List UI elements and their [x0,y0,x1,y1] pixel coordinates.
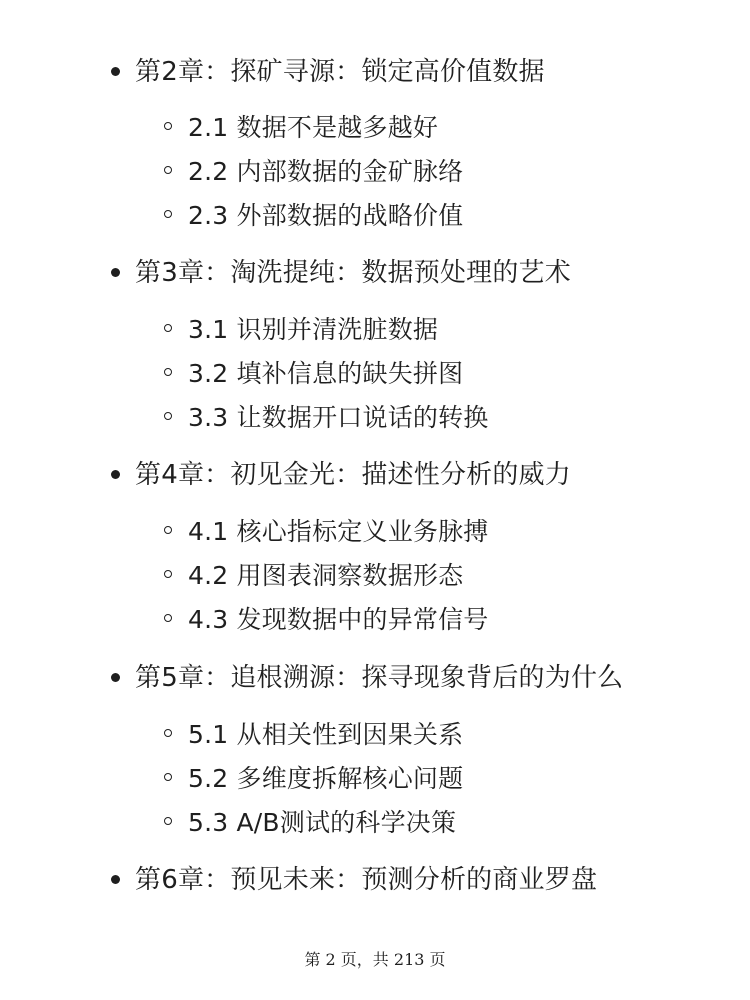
section-item [0,310,750,350]
bullet-dot-icon [111,268,120,277]
section-title: 4.1 核心指标定义业务脉搏 [188,517,489,546]
bullet-circle-icon [164,614,172,622]
bullet-dot-icon [111,67,120,76]
chapter-heading [0,52,750,92]
section-title: 4.2 用图表洞察数据形态 [188,561,464,590]
chapter-heading [0,860,750,900]
bullet-circle-icon [164,122,172,130]
section-title: 5.3 A/B测试的科学决策 [188,808,457,837]
chapter-heading [0,253,750,293]
page-number-footer: 第 2 页，共 213 页 [304,950,446,969]
section-item [0,108,750,148]
section-item [0,354,750,394]
bullet-circle-icon [164,773,172,781]
section-title: 2.2 内部数据的金矿脉络 [188,157,464,186]
chapter-heading [0,658,750,698]
chapter-5 [0,658,750,698]
bullet-circle-icon [164,817,172,825]
chapter-heading [0,455,750,495]
bullet-circle-icon [164,210,172,218]
section-title: 3.1 识别并清洗脏数据 [188,315,439,344]
section-item [0,196,750,236]
chapter-title: 第5章：追根溯源：探寻现象背后的为什么 [135,663,624,693]
section-item [0,803,750,843]
chapter-title: 第4章：初见金光：描述性分析的威力 [135,460,571,490]
bullet-circle-icon [164,166,172,174]
chapter-6 [0,860,750,900]
chapter-3 [0,253,750,293]
section-item [0,398,750,438]
section-title: 3.2 填补信息的缺失拼图 [188,359,464,388]
bullet-circle-icon [164,526,172,534]
section-item [0,512,750,552]
bullet-circle-icon [164,412,172,420]
section-item [0,715,750,755]
chapter-4 [0,455,750,495]
chapter-title: 第6章：预见未来：预测分析的商业罗盘 [135,865,598,895]
section-title: 2.1 数据不是越多越好 [188,113,439,142]
chapter-2 [0,52,750,92]
section-title: 4.3 发现数据中的异常信号 [188,605,489,634]
section-item [0,759,750,799]
chapter-title: 第2章：探矿寻源：锁定高价值数据 [135,57,545,87]
section-title: 2.3 外部数据的战略价值 [188,201,464,230]
bullet-circle-icon [164,570,172,578]
bullet-circle-icon [164,324,172,332]
section-item [0,556,750,596]
chapter-title: 第3章：淘洗提纯：数据预处理的艺术 [135,258,571,288]
section-title: 5.1 从相关性到因果关系 [188,720,464,749]
bullet-dot-icon [111,673,120,682]
bullet-circle-icon [164,368,172,376]
section-item [0,600,750,640]
section-item [0,152,750,192]
bullet-circle-icon [164,729,172,737]
bullet-dot-icon [111,875,120,884]
bullet-dot-icon [111,470,120,479]
section-title: 5.2 多维度拆解核心问题 [188,764,464,793]
section-title: 3.3 让数据开口说话的转换 [188,403,489,432]
